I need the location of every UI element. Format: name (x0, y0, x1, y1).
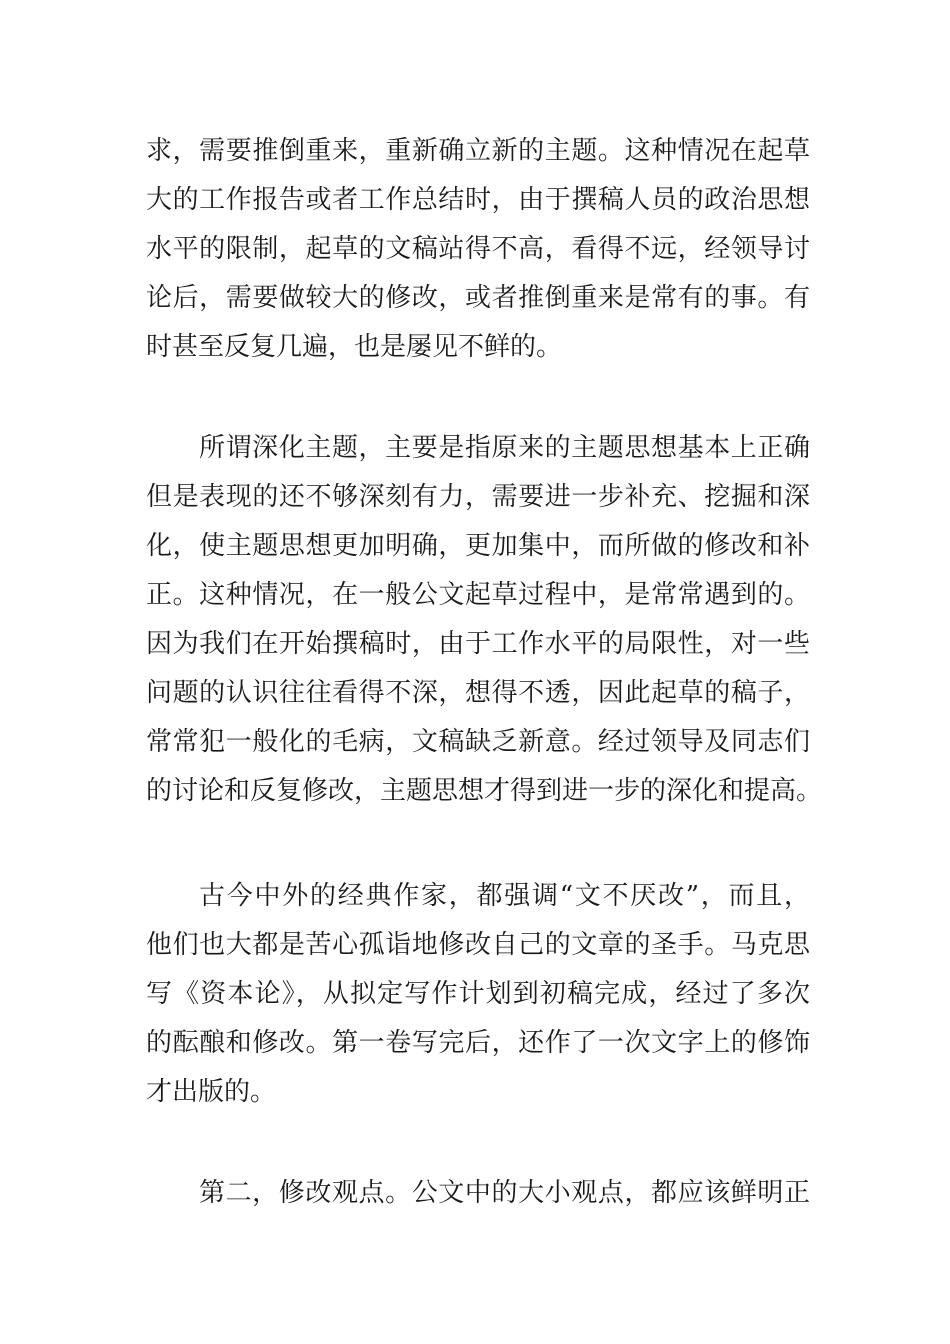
text-line: 时甚至反复几遍，也是屡见不鲜的。 (146, 332, 563, 362)
text-line: 正。这种情况，在一般公文起草过程中，是常常遇到的。 (146, 580, 810, 610)
text-line: 才出版的。 (146, 1077, 277, 1107)
text-line: 求，需要推倒重来，重新确立新的主题。这种情况在起草 (146, 136, 810, 166)
text-line: 化，使主题思想更加明确，更加集中，而所做的修改和补 (146, 531, 810, 561)
paragraph-classic-writers (146, 872, 810, 1117)
text-line: 因为我们在开始撰稿时，由于工作水平的局限性，对一些 (146, 629, 810, 659)
text-line: 大的工作报告或者工作总结时，由于撰稿人员的政治思想 (146, 185, 810, 215)
text-line: 水平的限制，起草的文稿站得不高，看得不远，经领导讨 (146, 234, 810, 264)
text-line: 古今中外的经典作家，都强调“文不厌改”，而且， (199, 881, 810, 911)
text-line: 他们也大都是苦心孤诣地修改自己的文章的圣手。马克思 (146, 930, 810, 960)
text-line: 但是表现的还不够深刻有力，需要进一步补充、挖掘和深 (146, 482, 810, 512)
text-line: 问题的认识往往看得不深，想得不透，因此起草的稿子， (146, 678, 810, 708)
paragraph-revise-viewpoints (146, 1169, 810, 1218)
text-line: 第二，修改观点。公文中的大小观点，都应该鲜明正 (199, 1178, 810, 1208)
paragraph-continuation (146, 127, 810, 372)
text-line: 写《资本论》，从拟定写作计划到初稿完成，经过了多次 (146, 979, 810, 1009)
paragraph-deepen-theme (146, 424, 823, 816)
text-line: 的讨论和反复修改，主题思想才得到进一步的深化和提高。 (146, 776, 823, 806)
text-line: 的酝酿和修改。第一卷写完后，还作了一次文字上的修饰 (146, 1028, 810, 1058)
text-line: 论后，需要做较大的修改，或者推倒重来是常有的事。有 (146, 283, 810, 313)
text-line: 所谓深化主题，主要是指原来的主题思想基本上正确 (199, 433, 810, 463)
text-line: 常常犯一般化的毛病，文稿缺乏新意。经过领导及同志们 (146, 727, 810, 757)
